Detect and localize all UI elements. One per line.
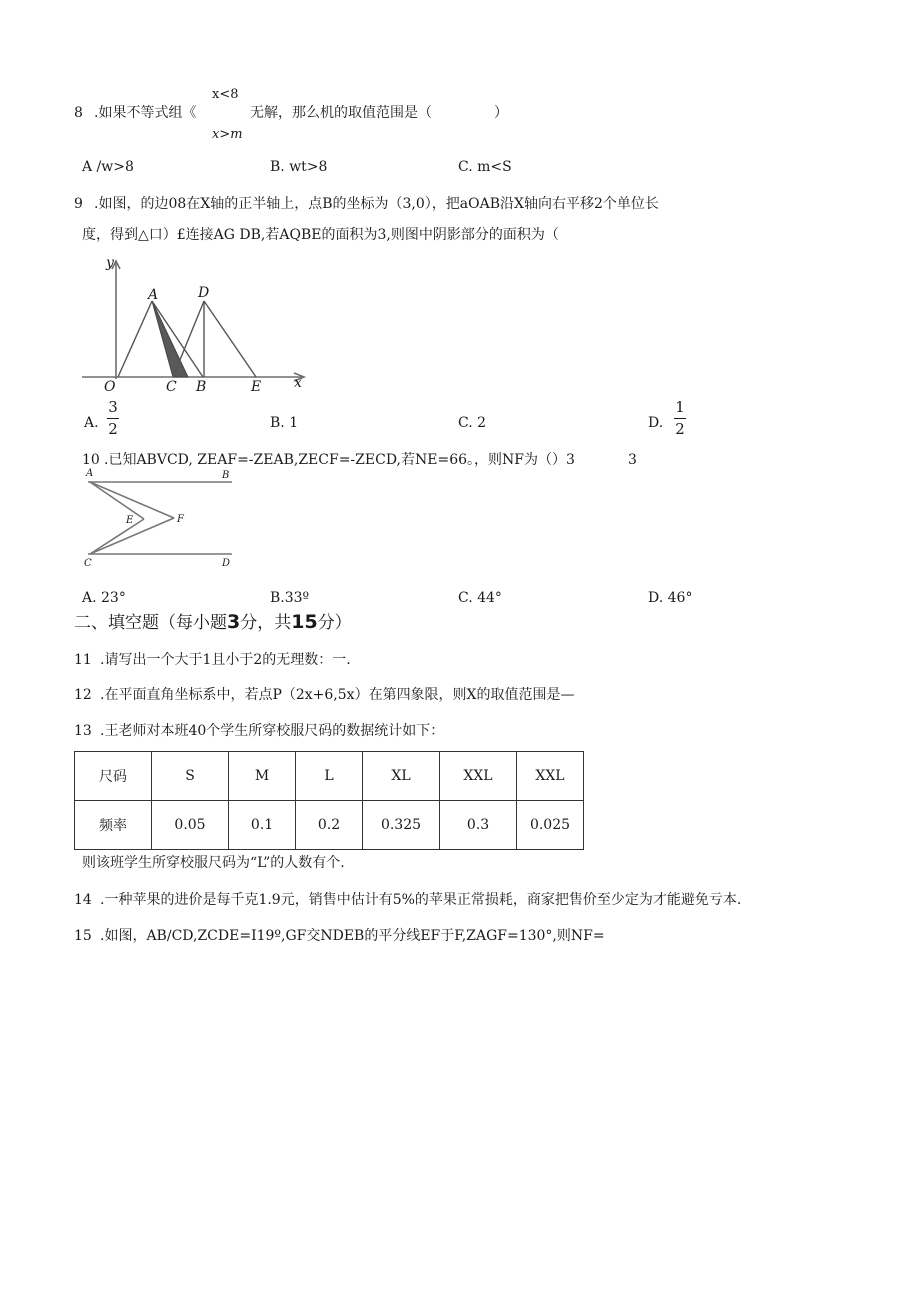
q10-option-b: B.33º [270, 590, 310, 606]
q10-option-d: D. 46° [648, 590, 693, 606]
q8-option-c: C. m<S [458, 159, 512, 175]
q8-option-a: A /w>8 [82, 159, 134, 175]
q12-text: .在平面直角坐标系中，若点P（2x+6,5x）在第四象限，则X的取值范围是— [100, 687, 575, 703]
table-header-cell: L [296, 752, 363, 801]
q9-option-d-denominator: 2 [675, 420, 685, 438]
q10-option-a: A. 23° [82, 590, 126, 606]
q9-option-a-fraction [107, 400, 119, 437]
q9-shaded-region [152, 301, 188, 377]
q9-label-x: x [294, 375, 302, 391]
q10-figure [82, 466, 252, 574]
q12-number: 12 [74, 687, 92, 703]
q10-text: .已知ABVCD, ZEAF=-ZEAB,ZECF=-ZECD,若NE=66。，则NF为（）3 [104, 452, 575, 468]
q9-option-d-numerator: 1 [675, 398, 685, 416]
q15-number: 15 [74, 928, 92, 944]
q9-line1: .如图，的边08在X轴的正半轴上，点B的坐标为（3,0），把aOAB沿X轴向右平移2个单位长 [94, 196, 659, 212]
table-cell: 0.2 [296, 801, 363, 850]
size-frequency-table [74, 751, 584, 850]
q9-label-o: O [104, 379, 116, 395]
q8-option-b: B. wt>8 [270, 159, 328, 175]
q9-option-a-denominator: 2 [108, 420, 118, 438]
q8-system-bottom: x>m [212, 127, 243, 142]
table-header-cell: XL [363, 752, 440, 801]
q10-label-f: F [177, 514, 184, 525]
q9-label-e: E [251, 379, 262, 395]
q9-number: 9 [74, 196, 83, 212]
q10-label-a: A [86, 468, 94, 479]
q9-label-c: C [166, 379, 177, 395]
section-2-pre: 二、填空题（每小题 [74, 613, 227, 633]
q9-segment-oa [118, 301, 152, 377]
q8-system-top: x<8 [212, 87, 239, 102]
q10-trailing-3: 3 [628, 452, 637, 468]
q8-paren-close: ） [494, 105, 508, 121]
section-2-score: 3 [227, 611, 241, 633]
q10-segment-af [90, 482, 174, 518]
q9-option-d-fraction [674, 400, 686, 437]
q9-label-a: A [148, 287, 159, 303]
q9-label-y: y [106, 255, 114, 271]
q10-label-b: B [222, 470, 230, 481]
q9-line2: 度，得到△口）£连接AG DB,若AQBE的面积为3,则图中阴影部分的面积为（ [82, 227, 559, 243]
table-cell: 频率 [75, 801, 152, 850]
table-cell: 0.1 [229, 801, 296, 850]
q13-number: 13 [74, 723, 92, 739]
q14-text: .一种苹果的进价是每千克1.9元，销售中估计有5%的苹果正常损耗，商家把售价至少定为才能避免亏本. [100, 892, 742, 908]
q10-number: 10 [82, 452, 100, 468]
q13-after-text: 则该班学生所穿校服尺码为“L”的人数有个. [82, 855, 345, 871]
q9-label-d: D [198, 285, 210, 301]
q10-segment-ce [90, 519, 144, 554]
q10-segment-ae [90, 482, 144, 519]
q10-label-c: C [84, 558, 92, 569]
q9-option-b: B. 1 [270, 415, 299, 431]
section-2-total: 15 [291, 611, 318, 633]
q9-option-a-label: A. [84, 415, 99, 431]
table-row [75, 801, 584, 850]
q9-figure [78, 255, 318, 395]
table-cell: 0.025 [517, 801, 584, 850]
table-cell: 0.3 [440, 801, 517, 850]
q9-option-a-numerator: 3 [108, 398, 118, 416]
q9-label-b: B [196, 379, 207, 395]
q11-text: .请写出一个大于1且小于2的无理数：一. [100, 652, 351, 668]
q9-segment-de [204, 301, 256, 377]
table-cell: 0.325 [363, 801, 440, 850]
q8-text-after: 无解，那么机的取值范围是（ [250, 105, 432, 121]
table-cell: 0.05 [152, 801, 229, 850]
table-header-cell: XXL [517, 752, 584, 801]
q15-text: .如图，AB∕CD,ZCDE=I19º,GF交NDEB的平分线EF于F,ZAGF=130°,则NF= [100, 928, 605, 944]
q10-option-c: C. 44° [458, 590, 502, 606]
table-header-cell: 尺码 [75, 752, 152, 801]
q11-number: 11 [74, 652, 92, 668]
q8-number: 8 [74, 105, 83, 121]
q9-option-c: C. 2 [458, 415, 487, 431]
table-header-cell: M [229, 752, 296, 801]
q9-option-d-label: D. [648, 415, 664, 431]
section-2-heading [74, 613, 352, 632]
q10-label-e: E [126, 515, 134, 526]
table-header-cell: S [152, 752, 229, 801]
q8-text-before: .如果不等式组《 [94, 105, 197, 121]
q13-text: .王老师对本班40个学生所穿校服尺码的数据统计如下： [100, 723, 445, 739]
section-2-mid: 分，共 [240, 613, 292, 633]
table-row [75, 752, 584, 801]
q10-label-d: D [222, 558, 231, 569]
table-header-cell: XXL [440, 752, 517, 801]
q14-number: 14 [74, 892, 92, 908]
section-2-post: 分） [317, 613, 352, 633]
